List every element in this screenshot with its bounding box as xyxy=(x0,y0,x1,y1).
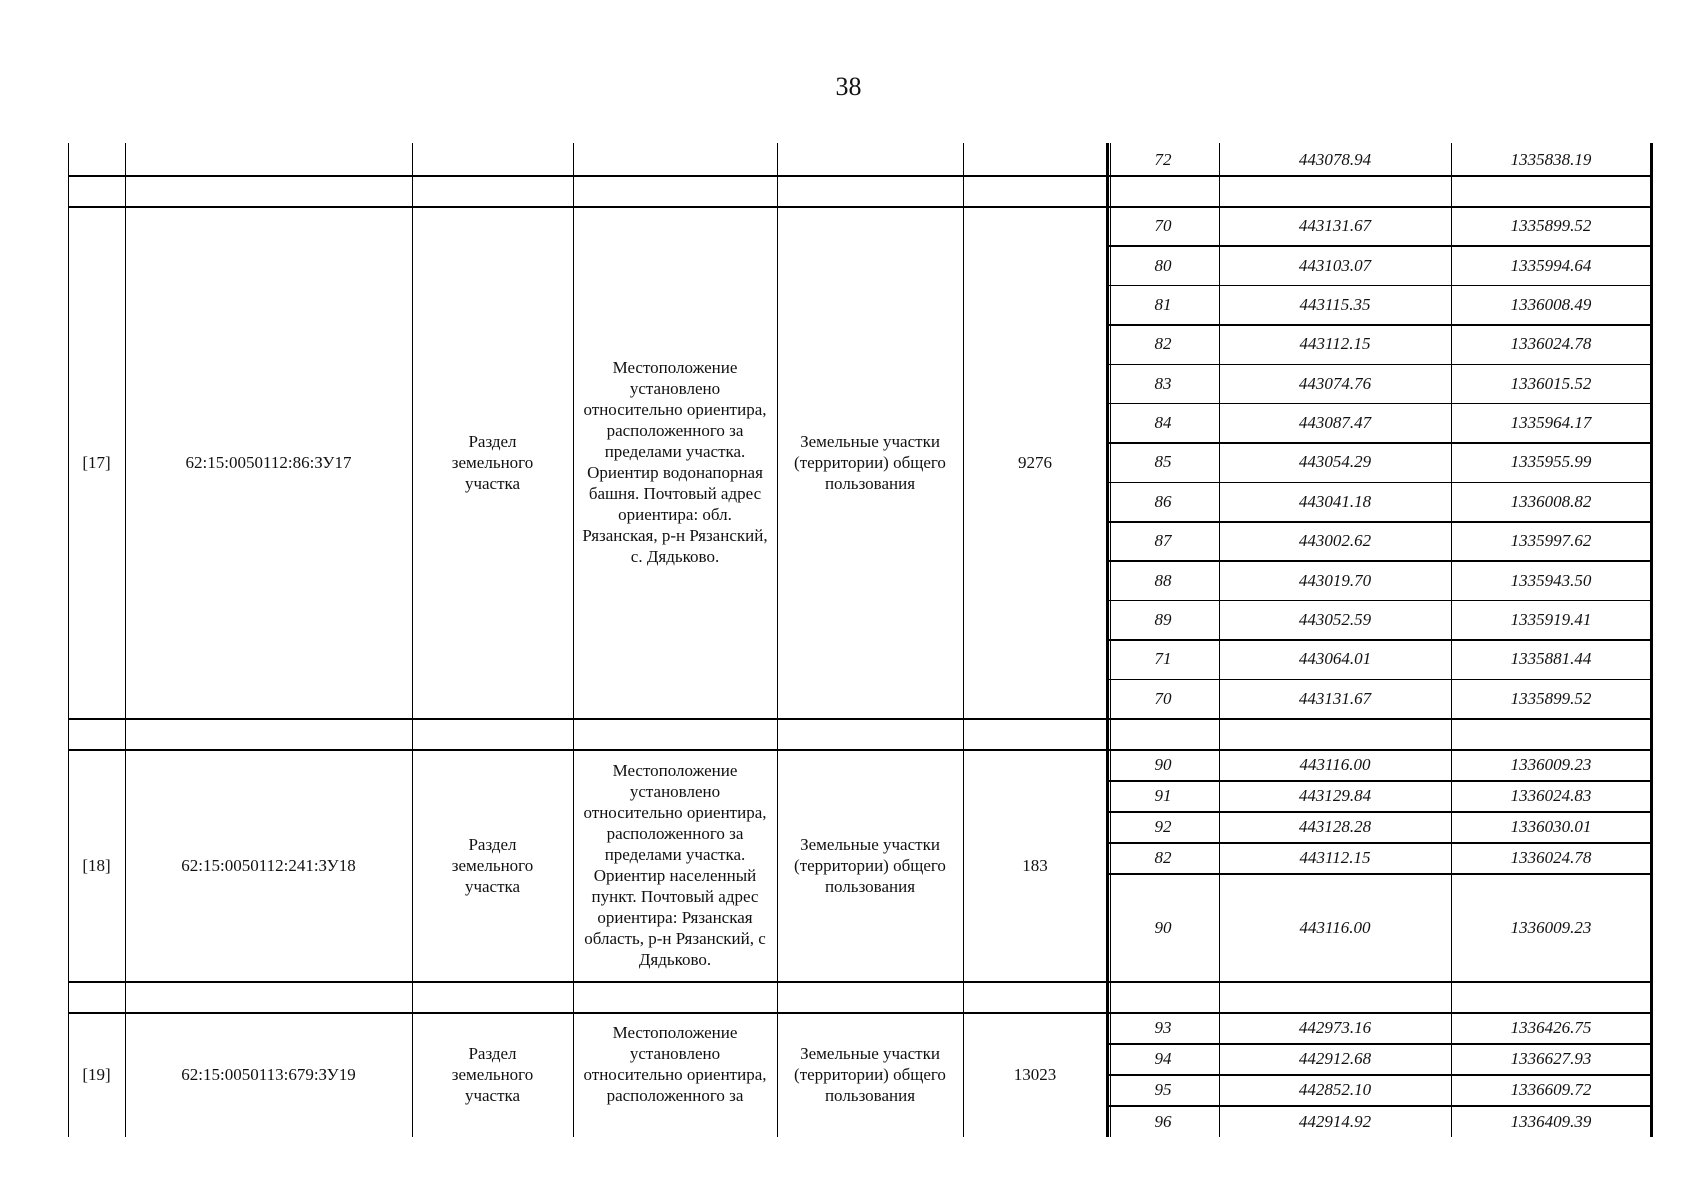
point-number: 80 xyxy=(1154,255,1172,275)
row-border xyxy=(68,981,1651,983)
column-border xyxy=(1650,143,1653,1137)
point-number: 87 xyxy=(1154,531,1172,551)
column-border xyxy=(1219,143,1220,1137)
point-number: 93 xyxy=(1154,1018,1172,1037)
point-y-coordinate: 1336015.52 xyxy=(1510,373,1592,393)
point-y-coordinate: 1336008.49 xyxy=(1510,294,1592,314)
point-number: 81 xyxy=(1154,294,1172,314)
point-x-coordinate: 443052.59 xyxy=(1298,610,1372,630)
point-x-coordinate: 443129.84 xyxy=(1298,786,1372,805)
column-border xyxy=(777,143,778,1137)
page-number: 38 xyxy=(835,72,862,101)
point-y-coordinate: 1335997.62 xyxy=(1510,531,1592,551)
point-number: 96 xyxy=(1154,1111,1172,1131)
point-x-coordinate: 443103.07 xyxy=(1298,255,1372,275)
point-x-coordinate: 443078.94 xyxy=(1298,149,1372,169)
point-x-coordinate: 443116.00 xyxy=(1299,917,1371,937)
point-y-coordinate: 1335955.99 xyxy=(1510,452,1592,472)
point-x-coordinate: 442914.92 xyxy=(1298,1111,1372,1131)
cadastral-number: 62:15:0050113:679:ЗУ19 xyxy=(181,1065,356,1084)
point-x-coordinate: 443131.67 xyxy=(1298,688,1372,708)
point-y-coordinate: 1335943.50 xyxy=(1510,570,1592,590)
column-border xyxy=(963,143,964,1137)
point-number: 84 xyxy=(1154,413,1172,433)
point-number: 92 xyxy=(1154,817,1172,836)
point-number: 90 xyxy=(1154,755,1172,774)
point-y-coordinate: 1336024.78 xyxy=(1510,848,1592,867)
point-x-coordinate: 443131.67 xyxy=(1298,216,1372,236)
point-number: 95 xyxy=(1154,1080,1172,1099)
point-number: 71 xyxy=(1154,649,1172,669)
formation-method: Раздел земельного участка xyxy=(451,1044,534,1105)
point-number: 90 xyxy=(1154,917,1172,937)
point-x-coordinate: 443112.15 xyxy=(1299,334,1371,354)
point-x-coordinate: 443002.62 xyxy=(1298,531,1372,551)
point-y-coordinate: 1335994.64 xyxy=(1510,255,1592,275)
point-x-coordinate: 443064.01 xyxy=(1298,649,1372,669)
point-x-coordinate: 443112.15 xyxy=(1299,848,1371,867)
point-number: 82 xyxy=(1154,848,1172,867)
point-x-coordinate: 442912.68 xyxy=(1298,1049,1372,1068)
coordinate-block-top xyxy=(1107,1012,1651,1014)
point-x-coordinate: 443074.76 xyxy=(1298,373,1372,393)
point-x-coordinate: 443041.18 xyxy=(1298,491,1372,511)
point-number: 88 xyxy=(1154,570,1172,590)
point-y-coordinate: 1336609.72 xyxy=(1510,1080,1592,1099)
parcel-number: [18] xyxy=(82,855,111,875)
formation-method: Раздел земельного участка xyxy=(451,431,534,493)
land-category: Земельные участки (территории) общего пользования xyxy=(794,431,946,493)
location-description: Местоположение установлено относительно ориентира, расположенного за пределами участка. Ориентир водонапорная башня. Почтовый адрес ориентира: обл. Рязанская, р-н Рязанский, с. Дядьково. xyxy=(582,358,768,566)
point-number: 86 xyxy=(1154,491,1172,511)
row-border xyxy=(68,175,1651,177)
point-y-coordinate: 1335838.19 xyxy=(1510,149,1592,169)
point-y-coordinate: 1336409.39 xyxy=(1510,1111,1592,1131)
point-x-coordinate: 443087.47 xyxy=(1298,413,1372,433)
parcel-number: [19] xyxy=(82,1065,111,1084)
point-y-coordinate: 1336009.23 xyxy=(1510,755,1592,774)
point-y-coordinate: 1335899.52 xyxy=(1510,688,1592,708)
row-border xyxy=(68,718,1651,720)
point-number: 82 xyxy=(1154,334,1172,354)
column-border xyxy=(1110,143,1111,1137)
coordinate-block-top xyxy=(1107,206,1651,208)
land-category: Земельные участки (территории) общего пользования xyxy=(794,1044,946,1105)
parcel-area: 183 xyxy=(1022,855,1048,875)
point-y-coordinate: 1335919.41 xyxy=(1510,610,1592,630)
coordinate-block-top xyxy=(1107,749,1651,751)
point-number: 83 xyxy=(1154,373,1172,393)
point-y-coordinate: 1335881.44 xyxy=(1510,649,1592,669)
point-x-coordinate: 442973.16 xyxy=(1298,1018,1372,1037)
column-border xyxy=(125,143,126,1137)
point-number: 72 xyxy=(1154,149,1172,169)
formation-method: Раздел земельного участка xyxy=(451,834,534,896)
point-y-coordinate: 1335964.17 xyxy=(1510,413,1592,433)
parcel-number: [17] xyxy=(82,452,111,472)
parcel-area: 9276 xyxy=(1018,452,1052,472)
point-number: 85 xyxy=(1154,452,1172,472)
parcel-area: 13023 xyxy=(1013,1065,1057,1084)
cadastral-number: 62:15:0050112:241:ЗУ18 xyxy=(181,855,356,875)
column-border xyxy=(412,143,413,1137)
point-y-coordinate: 1336627.93 xyxy=(1510,1049,1592,1068)
point-y-coordinate: 1335899.52 xyxy=(1510,216,1592,236)
column-border xyxy=(1451,143,1452,1137)
point-y-coordinate: 1336009.23 xyxy=(1510,917,1592,937)
point-x-coordinate: 442852.10 xyxy=(1298,1080,1372,1099)
point-x-coordinate: 443128.28 xyxy=(1298,817,1372,836)
column-border xyxy=(68,143,69,1137)
column-border xyxy=(1106,143,1109,1137)
point-x-coordinate: 443116.00 xyxy=(1299,755,1371,774)
point-y-coordinate: 1336426.75 xyxy=(1510,1018,1592,1037)
point-x-coordinate: 443054.29 xyxy=(1298,452,1372,472)
point-y-coordinate: 1336024.78 xyxy=(1510,334,1592,354)
location-description: Местоположение установлено относительно ориентира, расположенного за xyxy=(583,1023,767,1105)
point-y-coordinate: 1336008.82 xyxy=(1510,491,1592,511)
point-y-coordinate: 1336030.01 xyxy=(1510,817,1592,836)
point-number: 94 xyxy=(1154,1049,1172,1068)
point-y-coordinate: 1336024.83 xyxy=(1510,786,1592,805)
point-number: 91 xyxy=(1154,786,1172,805)
point-number: 89 xyxy=(1154,610,1172,630)
column-border xyxy=(573,143,574,1137)
point-x-coordinate: 443019.70 xyxy=(1298,570,1372,590)
land-category: Земельные участки (территории) общего пользования xyxy=(794,834,946,896)
point-number: 70 xyxy=(1154,688,1172,708)
point-number: 70 xyxy=(1154,216,1172,236)
point-x-coordinate: 443115.35 xyxy=(1299,294,1371,314)
location-description: Местоположение установлено относительно ориентира, расположенного за пределами участка. Ориентир населенный пункт. Почтовый адрес ориентира: Рязанская область, р-н Рязанский, с Дядьково. xyxy=(583,761,767,969)
cadastral-number: 62:15:0050112:86:ЗУ17 xyxy=(185,452,352,472)
